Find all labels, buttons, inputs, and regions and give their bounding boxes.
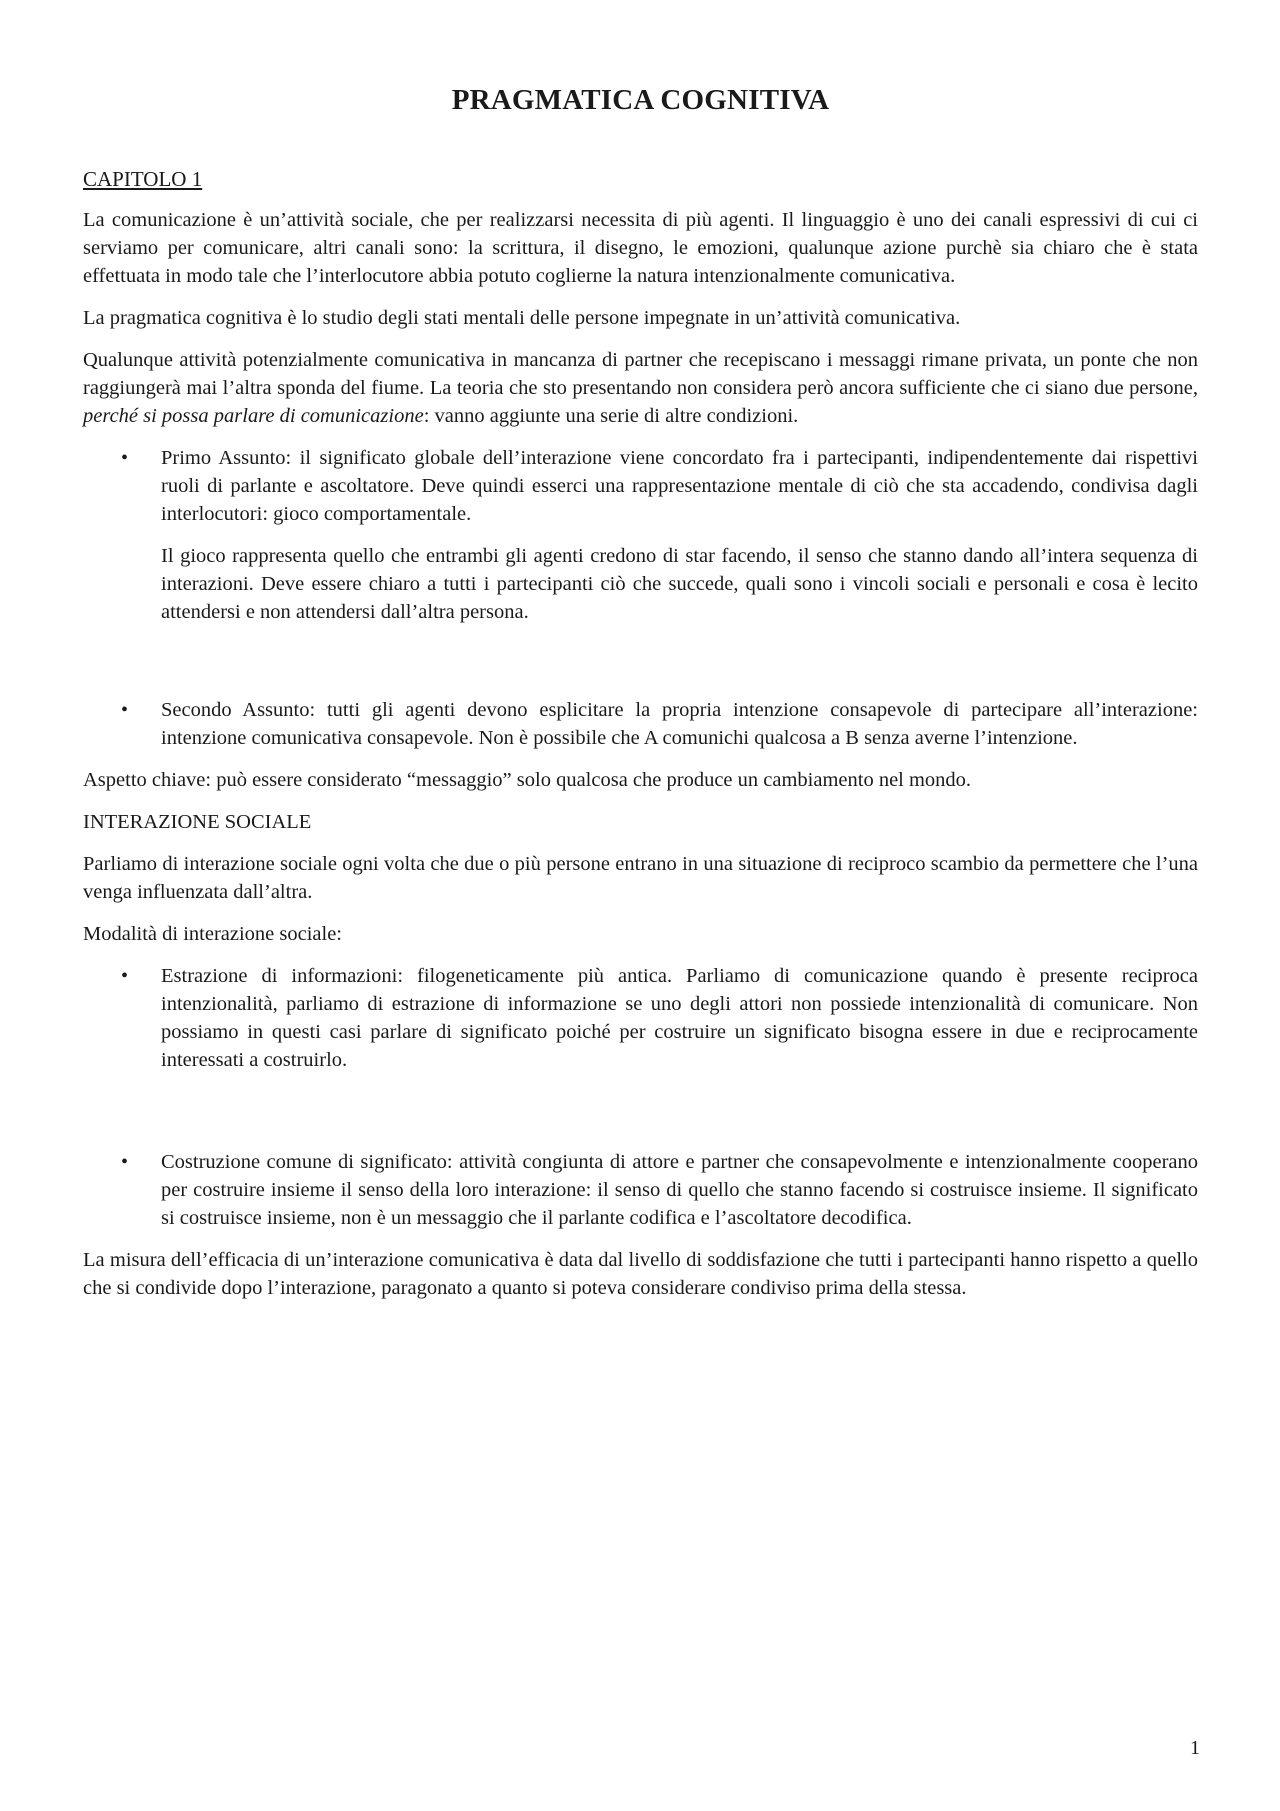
page-number: 1	[1190, 1737, 1200, 1759]
paragraph-conditions-end: : vanno aggiunte una serie di altre condizioni.	[423, 405, 799, 427]
chapter-heading: CAPITOLO 1	[83, 167, 203, 191]
bullet-text-secondo-assunto: Secondo Assunto: tutti gli agenti devono esplicitare la propria intenzione consapevole di partecipare all’interazione: intenzione comunicativa consapevole. Non è possibile che A comunichi qualcosa a B senza averne l’intenzione.	[161, 699, 1198, 749]
list-item-secondo-assunto	[83, 696, 1198, 752]
document-title: PRAGMATICA COGNITIVA	[451, 84, 830, 116]
bullet-marker: •	[121, 447, 129, 469]
bullet-text-costruzione: Costruzione comune di significato: attività congiunta di attore e partner che consapevolmente e intenzionalmente cooperano per costruire insieme il senso della loro interazione: il senso di quello che stanno facendo si costruisce insieme. Il significato si costruisce insieme, non è un messaggio che il parlante codifica e l’ascoltatore decodifica.	[161, 1151, 1198, 1229]
list-item-primo-assunto	[83, 444, 1198, 626]
document-body	[83, 84, 1198, 1316]
paragraph-key-aspect: Aspetto chiave: può essere considerato “messaggio” solo qualcosa che produce un cambiamento nel mondo.	[83, 769, 972, 791]
bullet-marker: •	[121, 1151, 129, 1173]
paragraph-definition: La pragmatica cognitiva è lo studio degli stati mentali delle persone impegnate in un’attività comunicativa.	[83, 307, 961, 329]
paragraph-social-interaction: Parliamo di interazione sociale ogni volta che due o più persone entrano in una situazione di reciproco scambio da permettere che l’una venga influenzata dall’altra.	[83, 853, 1198, 903]
bullet-text-primo-assunto: Primo Assunto: il significato globale dell’interazione viene concordato fra i partecipanti, indipendentemente dai rispettivi ruoli di parlante e ascoltatore. Deve quindi esserci una rappresentazione mentale di ciò che sta accadendo, condivisa dagli interlocutori: gioco comportamentale.	[161, 447, 1198, 525]
spacer	[83, 640, 1198, 696]
bullet-marker: •	[121, 699, 129, 721]
paragraph-conditions-italic: perché si possa parlare di comunicazione	[83, 405, 424, 427]
spacer	[83, 1088, 1198, 1148]
list-item-estrazione	[83, 962, 1198, 1074]
paragraph-intro: La comunicazione è un’attività sociale, che per realizzarsi necessita di più agenti. Il linguaggio è uno dei canali espressivi di cui ci serviamo per comunicare, altri canali sono: la scrittura, il disegno, le emozioni, qualunque azione purchè sia chiaro che è stata effettuata in modo tale che l’interlocutore abbia potuto coglierne la natura intenzionalmente comunicativa.	[83, 209, 1198, 287]
bullet-text-estrazione: Estrazione di informazioni: filogeneticamente più antica. Parliamo di comunicazione quando è presente reciproca intenzionalità, parliamo di estrazione di informazione se uno degli attori non possiede intenzionalità di comunicare. Non possiamo in questi casi parlare di significato poiché per costruire un significato bisogna essere in due e reciprocamente interessati a costruirlo.	[161, 965, 1198, 1071]
paragraph-efficacy: La misura dell’efficacia di un’interazione comunicativa è data dal livello di soddisfazione che tutti i partecipanti hanno rispetto a quello che si condivide dopo l’interazione, paragonato a quanto si poteva considerare condiviso prima della stessa.	[83, 1249, 1198, 1299]
section-heading: INTERAZIONE SOCIALE	[83, 811, 312, 833]
list-item-costruzione	[83, 1148, 1198, 1232]
bullet-marker: •	[121, 965, 129, 987]
paragraph-conditions-text: Qualunque attività potenzialmente comunicativa in mancanza di partner che recepiscano i messaggi rimane privata, un ponte che non raggiungerà mai l’altra sponda del fiume. La teoria che sto presentando non considera però ancora sufficiente che ci siano due persone,	[83, 349, 1198, 399]
paragraph-conditions	[83, 346, 1198, 430]
paragraph-modalities: Modalità di interazione sociale:	[83, 923, 343, 945]
bullet-subparagraph-gioco: Il gioco rappresenta quello che entrambi gli agenti credono di star facendo, il senso che stanno dando all’intera sequenza di interazioni. Deve essere chiaro a tutti i partecipanti ciò che succede, quali sono i vincoli sociali e personali e cosa è lecito attendersi e non attendersi dall’altra persona.	[161, 545, 1198, 623]
